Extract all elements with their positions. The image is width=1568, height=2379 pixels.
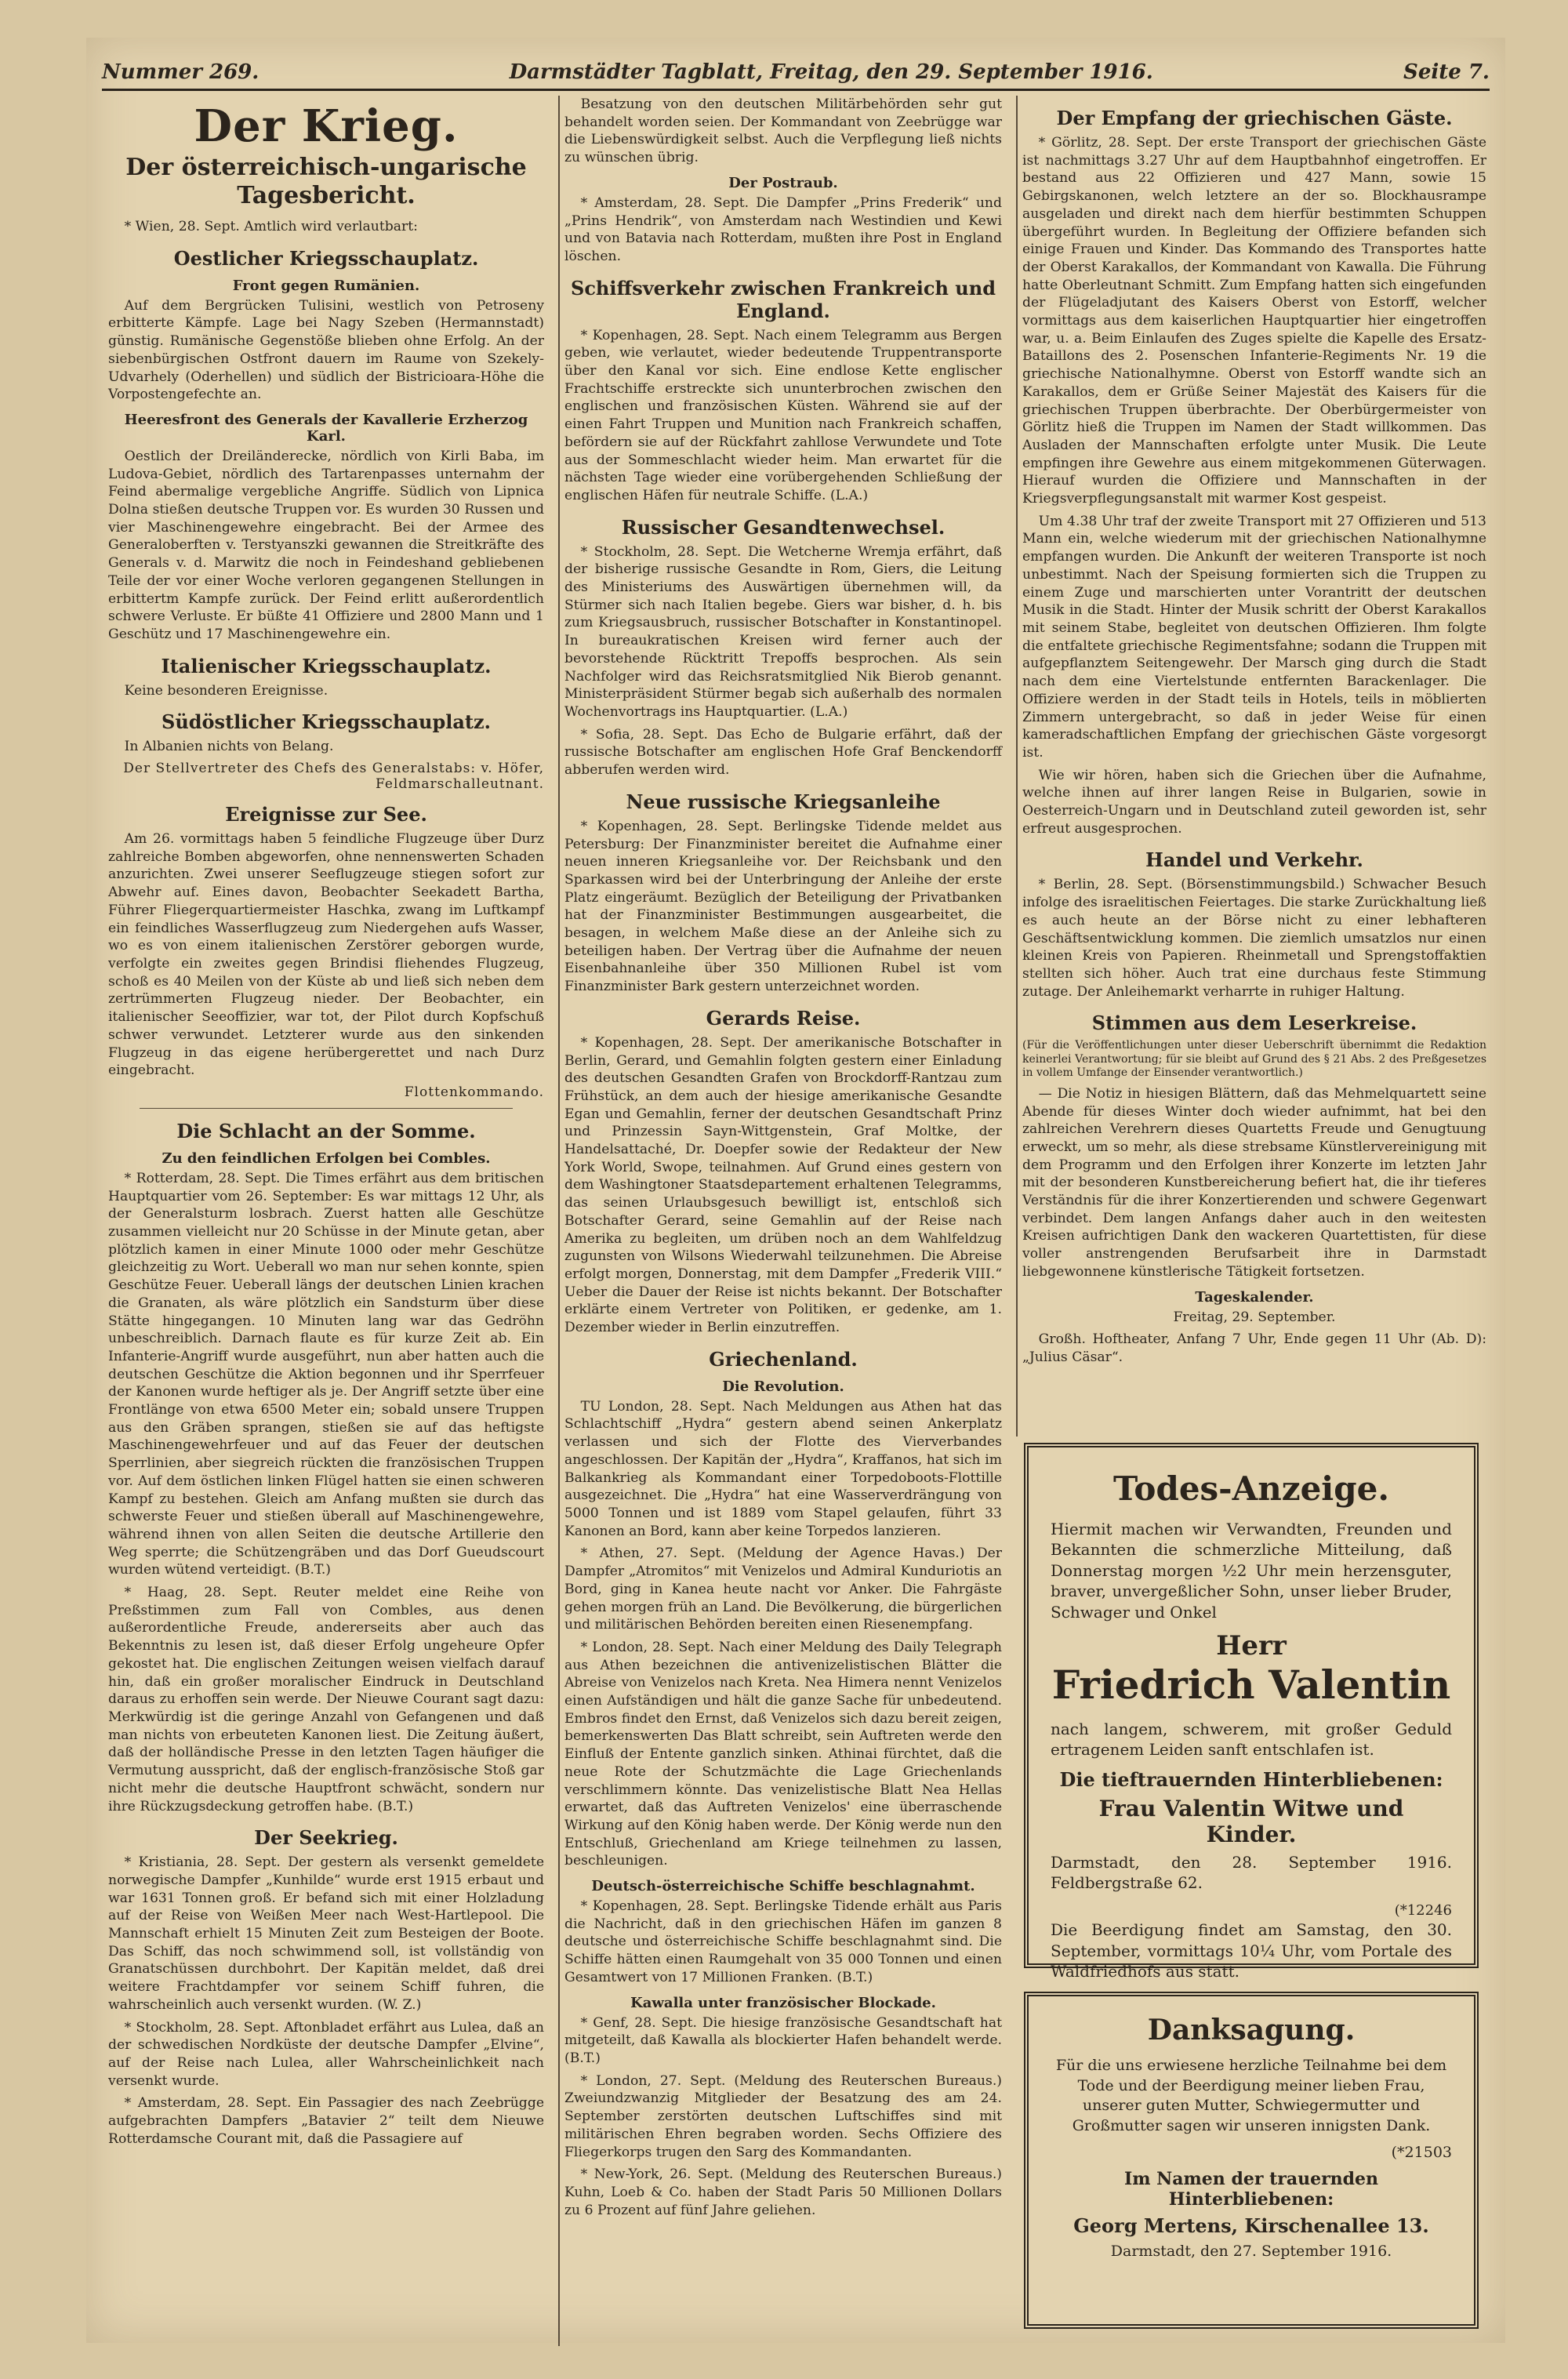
main-subtitle: Der österreichisch-ungarische Tagesbericht. xyxy=(125,154,527,209)
death-place: Darmstadt, den 28. September 1916. Feldbergstraße 62. xyxy=(1051,1852,1452,1893)
thanks-heading: Danksagung. xyxy=(1147,2014,1356,2047)
seekrieg-paragraph-3: * Amsterdam, 28. Sept. Ein Passagier des nach Zeebrügge aufgebrachten Dampfers „Batavier 2“ teilt dem Nieuwe Rotterdamsche Courant mit, daß die Passagiere auf xyxy=(108,2095,544,2147)
griech-paragraph-3: * London, 28. Sept. Nach einer Meldung des Daily Telegraph aus Athen bezeichnen die antivenizelistischen Blätter die Abreise von Venizelos nach Kreta. Nea Himera nennt Venizelos einen Aufständigen und hält die ganze Sache für unbedeutend. Embros findet den Ernst, daß Venizelos sich dazu bereit zeigen, bemerkenswerten Das Blatt schreibt, sein Auftreten werde den Einfluß der Entente ganzlich sinken. Athinai fürchtet, daß die neue Rote der Schutzmächte die Lage Griechenlands verschlimmern könnte. Das venizelistische Blatt Nea Hellas erwartet, daß das Auftreten Venizelos' eine überraschende Wirkung auf den König haben werde. Der König werde nun den Entschluß, Griechenland am Kriege teilnehmen zu lassen, beschleunigen. xyxy=(564,1639,1002,1869)
empf-paragraph-2: Um 4.38 Uhr traf der zweite Transport mit 27 Offizieren und 513 Mann ein, welche wiederum mit der griechischen Nationalhymne empfangen wurden. Die Ankunft der weiteren Transporte ist noch unbestimmt. Nach der Speisung formierten sich die Truppen zu einem Zuge und marschierten unter Vorantritt der deutschen Musik in die Stadt. Hinter der Musik schritt der Oberst Karakallos mit seinem Stabe, begleitet von deutschen Offizieren. Ihm folgte die entfaltete griechische Regimentsfahne; sodann die Truppen mit aufgepflanztem Seitengewehr. Der Marsch ging durch die Stadt nach dem eine Viertelstunde entfernten Barackenlager. Die Offiziere werden in der Stadt teils in Hotels, teils in möblierten Zimmern untergebracht, so daß in jeder Weise für einen kameradschaftlichen Empfang der griechischen Gäste vorgesorgt ist. xyxy=(1022,513,1486,761)
stimmen-paragraph: — Die Notiz in hiesigen Blättern, daß das Mehmelquartett seine Abende für dieses Winter doch wieder aufnimmt, hat bei den zahlreichen Verehrern dieses Quartetts Freude und Genugtuung erweckt, um so mehr, als diese strebsame Künstlervereinigung mit dem Programm und den Erfolgen ihrer Konzerte im letzten Jahr mit der besonderen Kunstbereicherung befiert hat, die ihr tieferes Verständnis für die ihrer Konzertierenden und schwere Gegenwart verbindet. Dem langen Anfangs daher auch in den weitesten Kreisen aufrichtigen Dank den wackeren Quartettisten, für diese voller anstrengenden Berufsarbeit ihre in Darmstadt liebgewonnene künstlerische Tätigkeit fortsetzen. xyxy=(1022,1085,1486,1280)
empf-paragraph-1: * Görlitz, 28. Sept. Der erste Transport der griechischen Gäste ist nachmittags 3.27 Uhr auf dem Hauptbahnhof eingetroffen. Er bestand aus 22 Offizieren und 427 Mann, sowie 15 Gebirgskanonen, welch letztere an der so. Blockhausrampe ausgeladen und direkt nach dem hierfür bestimmten Schuppen übergeführt wurden. In Begleitung der Offiziere befanden sich einige Frauen und Kinder. Das Kommando des Transportes hatte der Oberst Karakallos, der Kommandant von Kawalla. Die Führung hatte Oberleutnant Schmitt. Zum Empfang hatten sich eingefunden der Flügeladjutant des Kaisers Oberst von Estorff, welcher vormittags aus dem kaiserlichen Hauptquartier hier eingetroffen war, u. a. Beim Einlaufen des Zuges spielte die Kapelle des Ersatz-Bataillons des 2. Posenschen Infanterie-Regiments Nr. 19 die griechische Nationalhymne. Oberst von Estorff wandte sich an Karakallos, dem er Grüße Seiner Majestät des Kaisers für die griechischen Truppen überbrachte. Der Oberbürgermeister von Görlitz hieß die Truppen im Namen der Stadt willkommen. Das Ausladen der Mannschaften erfolgte unter Musik. Die Leute empfingen ihre Gewehre aus einem mitgekommenen Güterwagen. Hierauf wurden die Offiziere und Mannschaften in der Kriegsverpflegungsanstalt mit warmer Kost gespeist. xyxy=(1022,135,1486,507)
griech-heading: Griechenland. xyxy=(709,1347,858,1371)
page-number: Seite 7. xyxy=(1403,60,1490,84)
seekrieg-heading: Der Seekrieg. xyxy=(254,1826,398,1850)
east-paragraph-2: Oestlich der Dreiländerecke, nördlich von Kirli Baba, im Ludova-Gebiet, nördlich des Tartarenpasses unternahm der Feind abermalige vergebliche Angriffe. Südlich von Lipnica Dolna stießen deutsche Truppen vor. Es wurden 30 Russen und vier Maschinengewehre eingebracht. Bei der Armee des Generaloberften v. Terstyanszki gewannen die Streitkräfte des Generals v. d. Marwitz die noch in Feindeshand gebliebenen Teile der vor einer Woche verloren gegangenen Stellungen in erbittertm Kampfe zurück. Der Feind erlitt außerordentlich schwere Verluste. Er büßte 41 Offiziere und 2800 Mann und 1 Geschütz und 17 Maschinengewehre ein. xyxy=(108,448,544,642)
postraub-paragraph: * Amsterdam, 28. Sept. Die Dampfer „Prins Frederik“ und „Prins Hendrik“, von Amsterdam nach Westindien und Kewi und von Batavia nach Rotterdam, mußten ihre Post in England löschen. xyxy=(564,194,1002,264)
death-funeral: Die Beerdigung findet am Samstag, den 30. September, vormittags 10¼ Uhr, vom Portale des Waldfriedhofs aus statt. xyxy=(1051,1920,1452,1981)
russ-paragraph-2: * Sofia, 28. Sept. Das Echo de Bulgarie erfährt, daß der russische Botschafter am englischen Hofe Graf Benckendorff abberufen werden wird. xyxy=(564,726,1002,779)
beschl-heading: Deutsch-österreichische Schiffe beschlagnahmt. xyxy=(591,1878,975,1895)
gerard-heading: Gerards Reise. xyxy=(706,1006,861,1030)
east-heading: Oestlicher Kriegsschauplatz. xyxy=(173,246,479,270)
griech-subheading: Die Revolution. xyxy=(722,1378,844,1395)
sea-signature: Flottenkommando. xyxy=(404,1084,544,1100)
paper-title: Darmstädter Tagblatt, Freitag, den 29. September 1916. xyxy=(509,60,1153,84)
somme-paragraph-2: * Haag, 28. Sept. Reuter meldet eine Reihe von Preßstimmen zum Fall von Combles, aus denen außerordentliche Freude, andererseits aber auch das Bekenntnis zu lesen ist, daß dieser Erfolg ungeheure Opfer gekostet hat. Die englischen Zeitungen weisen vielfach darauf hin, daß ein großer moralischer Eindruck in Deutschland daraus zu erhoffen sein werde. Der Nieuwe Courant sagt dazu: Merkwürdig ist die geringe Anzahl von Gefangenen und daß man nichts von erbeuteten Kanonen liest. Die Zeitung äußert, daß der holländische Presse in den letzten Tagen häufiger die Vermutung ausspricht, daß der englisch-französische Stoß gar nicht mehr die deutsche Hauptfront schwächt, sondern nur ihre Rückzugsdeckung getroffen habe. (B.T.) xyxy=(108,1585,544,1814)
thanks-notice xyxy=(1024,1992,1479,2329)
russ-paragraph-1: * Stockholm, 28. Sept. Die Wetcherne Wremja erfährt, daß der bisherige russische Gesandte in Rom, Giers, die Leitung des Ministeriums des Auswärtigen übernehmen will, da Stürmer sich nach Italien begebe. Giers war bisher, d. h. bis zum Kriegsausbruch, russischer Botschafter in Konstantinopel. In bureaukratischen Kreisen wird ferner auch der bevorstehende Rücktritt Trepoffs besprochen. Als sein Nachfolger wird das Reichsratsmitglied Nik Bierob genannt. Ministerpräsident Stürmer begab sich außerhalb des normalen Wochenvortrags ins Hauptquartier. (L.A.) xyxy=(564,543,1002,720)
east-subheading: Front gegen Rumänien. xyxy=(232,277,420,294)
column-3 xyxy=(1016,96,1491,1436)
south-heading: Südöstlicher Kriegsschauplatz. xyxy=(161,710,491,734)
empf-paragraph-3: Wie wir hören, haben sich die Griechen über die Aufnahme, welche ihnen auf ihrer langen Reise in Bulgarien, sowie in Oesterreich-Ungarn und in Deutschland zuteil geworden ist, sehr erfreut ausgesprochen. xyxy=(1022,767,1486,837)
sea-paragraph: Am 26. vormittags haben 5 feindliche Flugzeuge über Durz zahlreiche Bomben abgeworfen, ohne nennenswerten Schaden anzurichten. Zwei unserer Seeflugzeuge stiegen sofort zur Abwehr auf. Eines davon, Beobachter Seekadett Bartha, Führer Fliegerquartiermeister Haschka, zwang im Luftkampf ein feindliches Wasserflugzeug zum Niedergehen aufs Wasser, wo es von einem italienischen Zerstörer geborgen wurde, verfolgte ein zweites gegen Brindisi fliehendes Flugzeug, schoß es 40 Meilen von der Küste ab und ließ sich neben dem zertrümmerten Flugzeug nieder. Der Beobachter, ein italienischer Seeoffizier, war tot, der Pilot durch Kopfschuß schwer verwundet. Letzterer wurde aus den sinkenden Flugzeug in das eigene herübergerettet und nach Durz eingebracht. xyxy=(108,831,544,1079)
divider xyxy=(140,1108,513,1109)
continued-paragraph: Besatzung von den deutschen Militärbehörden sehr gut behandelt worden seien. Der Kommandant von Zeebrügge war die Liebenswürdigkeit selbst. Auch die Verpflegung ließ nichts zu wünschen übrig. xyxy=(564,96,1002,166)
italy-paragraph: Keine besonderen Ereignisse. xyxy=(124,682,328,699)
death-mourners: Die tieftrauernden Hinterbliebenen: xyxy=(1059,1767,1443,1791)
anleihe-heading: Neue russische Kriegsanleihe xyxy=(626,790,941,813)
thanks-ref: (*21503 xyxy=(1391,2143,1452,2161)
postraub-heading: Der Postraub. xyxy=(728,174,838,191)
south-signature: Der Stellvertreter des Chefs des Generalstabs: v. Höfer, Feldmarschalleutnant. xyxy=(123,761,544,793)
griech-paragraph-1: TU London, 28. Sept. Nach Meldungen aus Athen hat das Schlachtschiff „Hydra“ gestern abend seinen Ankerplatz verlassen und sich der Flotte des Vierverbandes angeschlossen. Der Kapitän der „Hydra“, Kraffanos, hat sich im Balkankrieg als Kommandant einer Torpedoboots-Flottille ausgezeichnet. Die „Hydra“ hat eine Wasserverdrängung von 5000 Tonnen und ist 1889 vom Stapel gelaufen, führt 33 Kanonen an Bord, kann aber keine Torpedos lanzieren. xyxy=(564,1398,1002,1539)
thanks-text: Für die uns erwiesene herzliche Teilnahme bei dem Tode und der Beerdigung meiner lieben Frau, unserer guten Mutter, Schwiegermutter und Großmutter sagen wir unseren innigsten Dank. xyxy=(1055,2057,1447,2134)
schiff-heading: Schiffsverkehr zwischen Frankreich und England. xyxy=(570,276,996,322)
death-text: Hiermit machen wir Verwandten, Freunden und Bekannten die schmerzliche Mitteilung, daß Donnerstag morgen ½2 Uhr mein herzensguter, braver, unvergeßlicher Sohn, unser lieber Bruder, Schwager und Onkel xyxy=(1051,1520,1452,1622)
death-herr: Herr xyxy=(1216,1629,1287,1662)
issue-number: Nummer 269. xyxy=(102,60,260,84)
thanks-place: Darmstadt, den 27. September 1916. xyxy=(1110,2243,1392,2261)
handel-paragraph: * Berlin, 28. Sept. (Börsenstimmungsbild.) Schwacher Besuch infolge des israelitischen Feiertages. Die starke Zurückhaltung ließ es auch heute an der Börse nicht zu einer lebhafteren Geschäftsentwicklung kommen. Die ziemlich umsatzlos nur einen kleinen Kreis von Papieren. Rheinmetall und Sprengstoffaktien stellten sich höher. Auch trat eine durchaus feste Stimmung zutage. Der Anleihemarkt verharrte in ruhiger Haltung. xyxy=(1022,877,1486,1000)
masthead xyxy=(102,47,1490,91)
empf-heading: Der Empfang der griechischen Gäste. xyxy=(1056,107,1453,129)
sea-heading: Ereignisse zur See. xyxy=(225,803,427,826)
death-heading: Todes-Anzeige. xyxy=(1113,1469,1389,1508)
russ-heading: Russischer Gesandtenwechsel. xyxy=(621,515,946,539)
kawalla-paragraph-3: * New-York, 26. Sept. (Meldung des Reuterschen Bureaus.) Kuhn, Loeb & Co. haben der Stadt Paris 50 Millionen Dollars zu 6 Prozent auf fünf Jahre geliehen. xyxy=(564,2167,1002,2218)
kawalla-paragraph-2: * London, 27. Sept. (Meldung des Reuterschen Bureaus.) Zweiundzwanzig Mitglieder der Besatzung des am 24. September zerstörten deutschen Luftschiffes sind mit militärischen Ehren begraben worden. Sechs Offiziere des Fliegerkorps trugen den Sarg des Kommandanten. xyxy=(564,2072,1002,2160)
east-subheading-2: Heeresfront des Generals der Kavallerie Erzherzog Karl. xyxy=(124,411,528,445)
east-paragraph-1: Auf dem Bergrücken Tulisini, westlich von Petroseny erbitterte Kämpfe. Lage bei Nagy Szeben (Hermannstadt) günstig. Rumänische Gegenstöße blieben ohne Erfolg. An der siebenbürgischen Ostfront dauern im Raume von Szekely-Udvarhely (Oderhellen) und südlich der Bistricioara-Höhe die Vorpostengefechte an. xyxy=(108,297,544,403)
death-widow: Frau Valentin Witwe und Kinder. xyxy=(1098,1795,1404,1847)
somme-heading: Die Schlacht an der Somme. xyxy=(176,1119,476,1142)
death-text-2: nach langem, schwerem, mit großer Geduld ertragenem Leiden sanft entschlafen ist. xyxy=(1051,1719,1452,1760)
kalender-heading: Tageskalender. xyxy=(1195,1288,1314,1306)
somme-paragraph-1: * Rotterdam, 28. Sept. Die Times erfährt aus dem britischen Hauptquartier vom 26. September: Es war mittags 12 Uhr, als der Generalsturm losbrach. Zuerst hatten alle Geschütze zusammen vielleicht nur 20 Schüsse in der Minute getan, aber plötzlich kamen in einer Minute 1000 oder mehr Geschütze gleichzeitig zu Wort. Ueberall wo man nur sehen konnte, spien Geschütze Feuer. Ueberall längs der deutschen Linien krachen die Granaten, als wäre plötzlich ein Sandsturm über diese Stätte hingegangen. 10 Minuten lang war das Gedröhn unbeschreiblich. Darnach flaute es für kurze Zeit ab. Ein Infanterie-Angriff wurde ausgeführt, nun aber hatten auch die deutschen Geschütze die Aktion begonnen und ihr Sperrfeuer der Kanonen wurde heftiger als je. Der Angriff setzte über eine Frontlänge von etwa 6500 Meter ein; sobald unsere Truppen aus den Gräben sprangen, stießen sie auf das heftigste Maschinengewehrfeuer und auf das Feuer der deutschen Sperrlinien, aber siegreich rückten die französischen Truppen vor. Auf dem östlichen linken Flügel hatten sie einen schweren Kampf zu bestehen. Gleich am Anfang mußten sie durch das schwerste Feuer und stießen überall auf Maschinengewehre, während ihnen von allen Seiten die deutsche Artillerie den Weg sperrte; die Schützengräben und das Dorf Gueudscourt wurden wütend verteidigt. (B.T.) xyxy=(108,1170,544,1578)
kawalla-paragraph-1: * Genf, 28. Sept. Die hiesige französische Gesandtschaft hat mitgeteilt, daß Kawalla als blockierter Hafen behandelt werde. (B.T.) xyxy=(564,2014,1002,2066)
italy-heading: Italienischer Kriegsschauplatz. xyxy=(161,654,492,677)
griech-paragraph-2: * Athen, 27. Sept. (Meldung der Agence Havas.) Der Dampfer „Atromitos“ mit Venizelos und Admiral Kunduriotis an Bord, ging in Kanea heute nacht vor Anker. Die Fahrgäste gehen morgen früh an Land. Die Bevölkerung, die bürgerlichen und militärischen Behörden bereiten einen Riesenempfang. xyxy=(564,1545,1002,1633)
stimmen-heading: Stimmen aus dem Leserkreise. xyxy=(1091,1012,1417,1035)
schiff-paragraph: * Kopenhagen, 28. Sept. Nach einem Telegramm aus Bergen geben, wie verlautet, wieder bedeutende Truppentransporte über den Kanal vor sich. Eine endlose Kette englischer Frachtschiffe erstreckte sich ununterbrochen zwischen den englischen und französischen Küsten. Während sie auf der einen Fahrt Truppen und Munition nach Frankreich schaffen, befördern sie auf der Rückfahrt zahllose Verwundete und Tote aus der Sommeschlacht wieder heim. Man erwartet für die nächsten Tage wieder eine vorübergehenden Schließung der englischen Häfen für neutrale Schiffe. (L.A.) xyxy=(564,327,1002,503)
south-paragraph: In Albanien nichts von Belang. xyxy=(124,739,334,755)
handel-heading: Handel und Verkehr. xyxy=(1145,848,1363,872)
main-title: Der Krieg. xyxy=(194,100,459,152)
death-ref: (*12246 xyxy=(1394,1901,1452,1919)
kalender-paragraph: Großh. Hoftheater, Anfang 7 Uhr, Ende gegen 11 Uhr (Ab. D): „Julius Cäsar“. xyxy=(1022,1331,1486,1365)
death-name: Friedrich Valentin xyxy=(1051,1661,1451,1708)
kawalla-heading: Kawalla unter französischer Blockade. xyxy=(630,1994,936,2011)
death-notice xyxy=(1024,1443,1479,1981)
thanks-mourners: Im Namen der trauernden Hinterbliebenen: xyxy=(1123,2169,1379,2210)
seekrieg-paragraph-1: * Kristiania, 28. Sept. Der gestern als versenkt gemeldete norwegische Dampfer „Kunhilde“ wurde erst 1915 erbaut und war 1631 Tonnen groß. Er befand sich mit einer Holzladung auf der Reise von Weißen Meer nach West-Hartlepool. Die Mannschaft erhielt 15 Minuten Zeit zum Besteigen der Boote. Das Schiff, das noch schwimmend soll, ist vollständig von Granatschüssen durchbohrt. Der Kapitän meldet, daß drei weitere Frachtdampfer vor seinem Schiff fuhren, die wahrscheinlich auch versenkt wurden. (W. Z.) xyxy=(108,1854,544,2013)
thanks-name: Georg Mertens, Kirschenallee 13. xyxy=(1073,2214,1429,2238)
anleihe-paragraph: * Kopenhagen, 28. Sept. Berlingske Tidende meldet aus Petersburg: Der Finanzminister bereitet die Aufnahme einer neuen inneren Kriegsanleihe vor. Der Reichsbank und den Sparkassen wird bei der Unterbringung der Anleihe der erste Platz eingeräumt. Bezüglich der Beteiligung der Privatbanken hat der Finanzminister Bestimmungen ausgearbeitet, die besagen, in welchem Maße diese an der Anleihe sich zu beteiligen haben. Der Vertrag über die Aufnahme der neuen Eisenbahnanleihe über 350 Millionen Rubel ist vom Finanzminister Bark gestern unterzeichnet worden. xyxy=(564,818,1002,995)
intro-line: * Wien, 28. Sept. Amtlich wird verlautbart: xyxy=(124,219,418,234)
column-1 xyxy=(103,96,549,2346)
kalender-date: Freitag, 29. September. xyxy=(1173,1309,1336,1325)
seekrieg-paragraph-2: * Stockholm, 28. Sept. Aftonbladet erfährt aus Lulea, daß an der schwedischen Nordküste der deutsche Dampfer „Elvine“, auf der Reise nach Lulea, aller Wahrscheinlichkeit nach versenkt wurde. xyxy=(108,2019,544,2089)
column-2 xyxy=(558,96,1007,2346)
stimmen-note: (Für die Veröffentlichungen unter dieser Ueberschrift übernimmt die Redaktion keinerlei Verantwortung; für sie bleibt auf Grund des § 21 Abs. 2 des Preßgesetzes in vollem Umfange der Einsender verantwortlich.) xyxy=(1022,1039,1486,1080)
gerard-paragraph: * Kopenhagen, 28. Sept. Der amerikanische Botschafter in Berlin, Gerard, und Gemahlin folgten gestern einer Einladung des deutschen Gesandten Grafen von Brockdorff-Rantzau zum Frühstück, an dem auch der hiesige amerikanische Gesandte Egan und Gemahlin, ferner der deutschen Gesandtschaft Prinz und Prinzessin Sayn-Wittgenstein, Graf Moltke, der Handelsattaché, Dr. Doepfer sowie der Redakteur der New York World, Swope, teilnahmen. Auf Grund eines gestern von dem Washingtoner Staatsdepartement erhaltenen Telegramms, das seinen Urlaubsgesuch bewilligt ist, entschloß sich Botschafter Gerard, seine Gemahlin auf der Reise nach Amerika zu begleiten, um drüben noch an dem Wahlfeldzug zugunsten von Wilsons Wiederwahl teilzunehmen. Die Abreise erfolgt morgen, Donnerstag, mit dem Dampfer „Frederik VIII.“ Ueber die Dauer der Reise ist nichts bekannt. Der Botschafter erklärte einem Vertreter von Politiken, er gedenke, am 1. Dezember wieder in Berlin einzutreffen. xyxy=(564,1034,1002,1336)
beschl-paragraph: * Kopenhagen, 28. Sept. Berlingske Tidende erhält aus Paris die Nachricht, daß in den griechischen Häfen im ganzen 8 deutsche und österreichische Schiffe beschlagnahmt sind. Die Schiffe hätten einen Raumgehalt von 35 000 Tonnen und einen Gesamtwert von 17 Millionen Franken. (B.T.) xyxy=(564,1898,1002,1985)
somme-subheading: Zu den feindlichen Erfolgen bei Combles. xyxy=(162,1150,491,1167)
